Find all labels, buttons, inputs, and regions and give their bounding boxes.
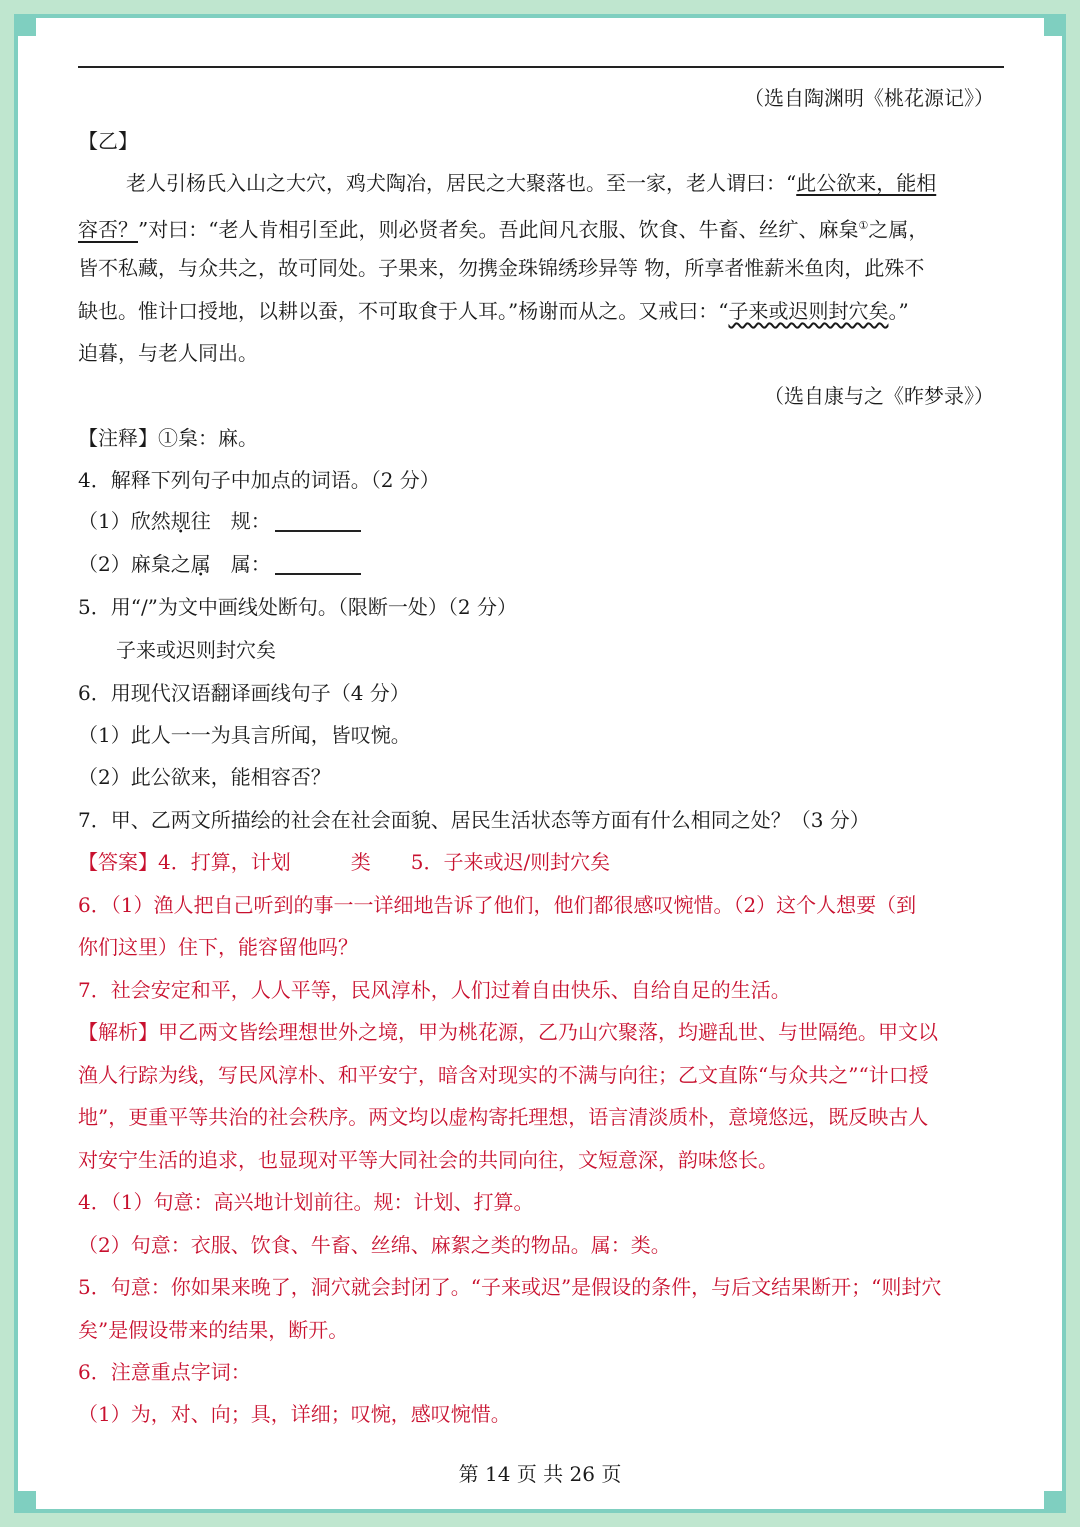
underlined-sentence: 此公欲来，能相 (796, 171, 937, 195)
analysis-line: 渔人行踪为线，写民风淳朴、和平安宁，暗含对现实的不满与向往；乙文直陈“与众共之”“计口授 (78, 1063, 929, 1087)
question-4-1 (78, 507, 1004, 535)
question-6-1: （1）此人一一为具言所闻，皆叹惋。 (78, 723, 411, 747)
yi-text-part: 老人引杨氏入山之大穴，鸡犬陶冶，居民之大聚落也。至一家，老人谓曰：“ (126, 171, 797, 195)
analysis-line: （1）为，对、向；具，详细；叹惋，感叹惋惜。 (78, 1402, 511, 1426)
annotation: 【注释】①枲：麻。 (78, 426, 258, 450)
yi-text-line-4 (78, 297, 1004, 325)
analysis-line: 地”，更重平等共治的社会秩序。两文均以虚构寄托理想，语言清淡质朴，意境悠远，既反映古人 (78, 1105, 929, 1129)
answer-line: 【答案】4．打算，计划 类 5．子来或迟/则封穴矣 (78, 850, 611, 874)
question-6: 6．用现代汉语翻译画线句子（4 分） (78, 681, 410, 705)
q-text: 往 规： (190, 509, 271, 533)
wavy-underlined-sentence: 子来或迟则封穴矣 (728, 299, 889, 323)
frame-corner (18, 1491, 36, 1509)
analysis-line: 【解析】甲乙两文皆绘理想世外之境，甲为桃花源，乙乃山穴聚落，均避乱世、与世隔绝。甲文以 (78, 1020, 938, 1044)
yi-text-part: ”对曰：“老人肯相引至此，则必贤者矣。吾此间凡衣服、饮食、牛畜、丝纩、麻枲 (138, 217, 859, 242)
yi-text-line-1 (78, 169, 1004, 197)
header-rule (78, 66, 1004, 68)
answer-blank[interactable] (275, 510, 361, 532)
underlined-sentence: 容否？ (78, 217, 138, 242)
analysis-line: 矣”是假设带来的结果，断开。 (78, 1318, 349, 1342)
analysis-line: 对安宁生活的追求，也显现对平等大同社会的共同向往，文短意深，韵味悠长。 (78, 1148, 778, 1172)
question-4-2 (78, 550, 1004, 578)
source-jia: （选自陶渊明《桃花源记》） (744, 86, 994, 110)
question-7: 7．甲、乙两文所描绘的社会在社会面貌、居民生活状态等方面有什么相同之处？（3 分） (78, 808, 870, 832)
yi-text-line-3: 皆不私藏，与众共之，故可同处。子果来，勿携金珠锦绣珍异等 物，所享者惟薪米鱼肉，此殊不 (78, 256, 925, 280)
analysis-line: 6．注意重点字词： (78, 1360, 251, 1384)
frame-corner (1044, 1491, 1062, 1509)
question-4: 4．解释下列句子中加点的词语。（2 分） (78, 468, 440, 492)
analysis-line: 5．句意：你如果来晚了，洞穴就会封闭了。“子来或迟”是假设的条件，与后文结果断开；“则封穴 (78, 1275, 942, 1299)
q-text: 属： (210, 552, 271, 576)
q-text: （2）麻枲之 (78, 552, 191, 576)
answer-line: 你们这里）住下，能容留他吗？ (78, 935, 358, 959)
yi-text-part: 之属， (868, 217, 929, 242)
source-yi: （选自康与之《昨梦录》） (764, 384, 994, 408)
yi-text-part: 缺也。惟计口授地，以耕以蚕，不可取食于人耳。”杨谢而从之。又戒曰：“ (78, 299, 729, 323)
answer-line: 7．社会安定和平，人人平等，民风淳朴，人们过着自由快乐、自给自足的生活。 (78, 978, 791, 1002)
yi-text-line-5: 迫暮，与老人同出。 (78, 341, 258, 365)
answer-line: 6．（1）渔人把自己听到的事一一详细地告诉了他们，他们都很感叹惋惜。（2）这个人想要（到 (78, 893, 917, 917)
section-yi-header: 【乙】 (78, 129, 138, 153)
question-5-sentence: 子来或迟则封穴矣 (116, 638, 276, 662)
question-5: 5．用“/”为文中画线处断句。（限断一处）（2 分） (78, 595, 517, 619)
yi-text-part: 。” (888, 299, 909, 323)
page-number-footer: 第 14 页 共 26 页 (458, 1462, 622, 1486)
answer-blank[interactable] (275, 553, 361, 575)
question-6-2: （2）此公欲来，能相容否？ (78, 765, 331, 789)
yi-text-line-2 (78, 212, 1004, 244)
analysis-line: 4．（1）句意：高兴地计划前往。规：计划、打算。 (78, 1190, 534, 1214)
frame-corner (18, 18, 36, 36)
frame-corner (1044, 18, 1062, 36)
footnote-mark: ① (858, 219, 869, 232)
analysis-line: （2）句意：衣服、饮食、牛畜、丝绵、麻絮之类的物品。属：类。 (78, 1233, 671, 1257)
dotted-word: 属 (190, 552, 211, 576)
q-text: （1）欣然 (78, 509, 171, 533)
dotted-word: 规 (170, 509, 191, 533)
